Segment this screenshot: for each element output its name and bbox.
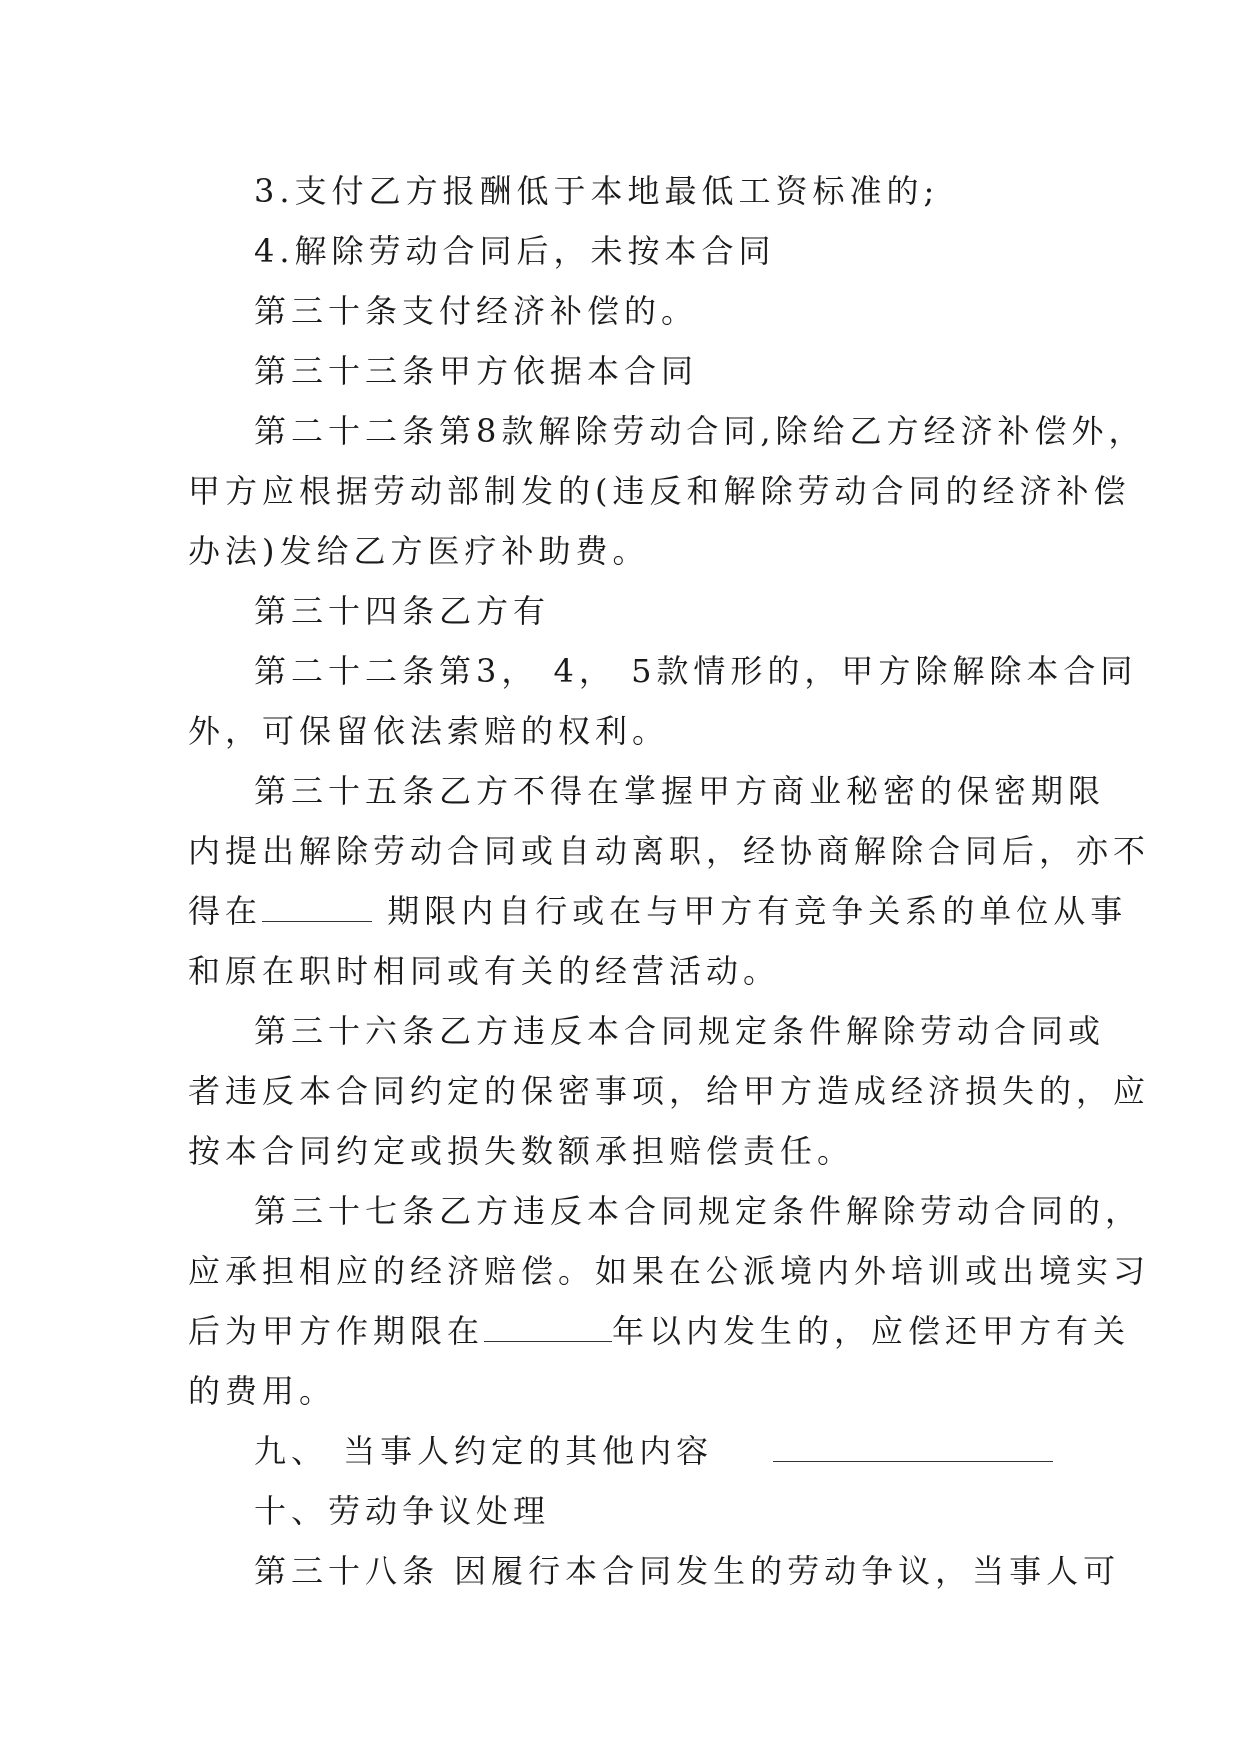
clause-line: 和原在职时相同或有关的经营活动。 — [188, 952, 781, 990]
clause-text: 年以内发生的，应偿还甲方有关 — [612, 1312, 1131, 1350]
clause-line: 第三十七条乙方违反本合同规定条件解除劳动合同的， — [254, 1192, 1143, 1230]
fill-in-blank[interactable] — [773, 1425, 1053, 1462]
section-heading: 十、劳动争议处理 — [254, 1492, 551, 1530]
clause-line: 外，可保留依法索赔的权利。 — [188, 712, 670, 750]
clause-line: 应承担相应的经济赔偿。如果在公派境内外培训或出境实习 — [188, 1252, 1151, 1290]
clause-line: 第三十条支付经济补偿的。 — [254, 292, 699, 330]
clause-line: 4.解除劳动合同后，未按本合同 — [254, 232, 776, 270]
clause-line: 第三十八条 因履行本合同发生的劳动争议，当事人可 — [254, 1552, 1121, 1590]
clause-line: 第二十二条第3， 4， 5款情形的，甲方除解除本合同 — [254, 652, 1138, 690]
clause-line: 第三十五条乙方不得在掌握甲方商业秘密的保密期限 — [254, 772, 1106, 810]
fill-in-blank[interactable] — [262, 885, 372, 922]
clause-line: 的费用。 — [188, 1372, 337, 1410]
section-heading-text: 九、 当事人约定的其他内容 — [254, 1432, 714, 1470]
clause-line: 按本合同约定或损失数额承担赔偿责任。 — [188, 1132, 855, 1170]
clause-line: 甲方应根据劳动部制发的(违反和解除劳动合同的经济补偿 — [188, 472, 1131, 510]
clause-line: 办法)发给乙方医疗补助费。 — [188, 532, 650, 570]
fill-in-blank[interactable] — [484, 1305, 612, 1342]
clause-line — [188, 1301, 1131, 1361]
contract-text — [188, 161, 1151, 1601]
clause-line — [188, 881, 1128, 941]
clause-line: 者违反本合同约定的保密事项，给甲方造成经济损失的，应 — [188, 1072, 1151, 1110]
clause-line: 内提出解除劳动合同或自动离职，经协商解除合同后，亦不 — [188, 832, 1151, 870]
clause-text: 后为甲方作期限在 — [188, 1312, 485, 1350]
clause-text: 期限内自行或在与甲方有竞争关系的单位从事 — [372, 892, 1128, 930]
clause-line: 第三十六条乙方违反本合同规定条件解除劳动合同或 — [254, 1012, 1106, 1050]
clause-line: 第二十二条第8款解除劳动合同,除给乙方经济补偿外， — [254, 412, 1146, 450]
section-heading — [188, 1421, 1058, 1481]
clause-line: 3.支付乙方报酬低于本地最低工资标准的; — [254, 172, 940, 210]
clause-line: 第三十三条甲方依据本合同 — [254, 352, 699, 390]
clause-line: 第三十四条乙方有 — [254, 592, 551, 630]
clause-text: 得在 — [188, 892, 263, 930]
